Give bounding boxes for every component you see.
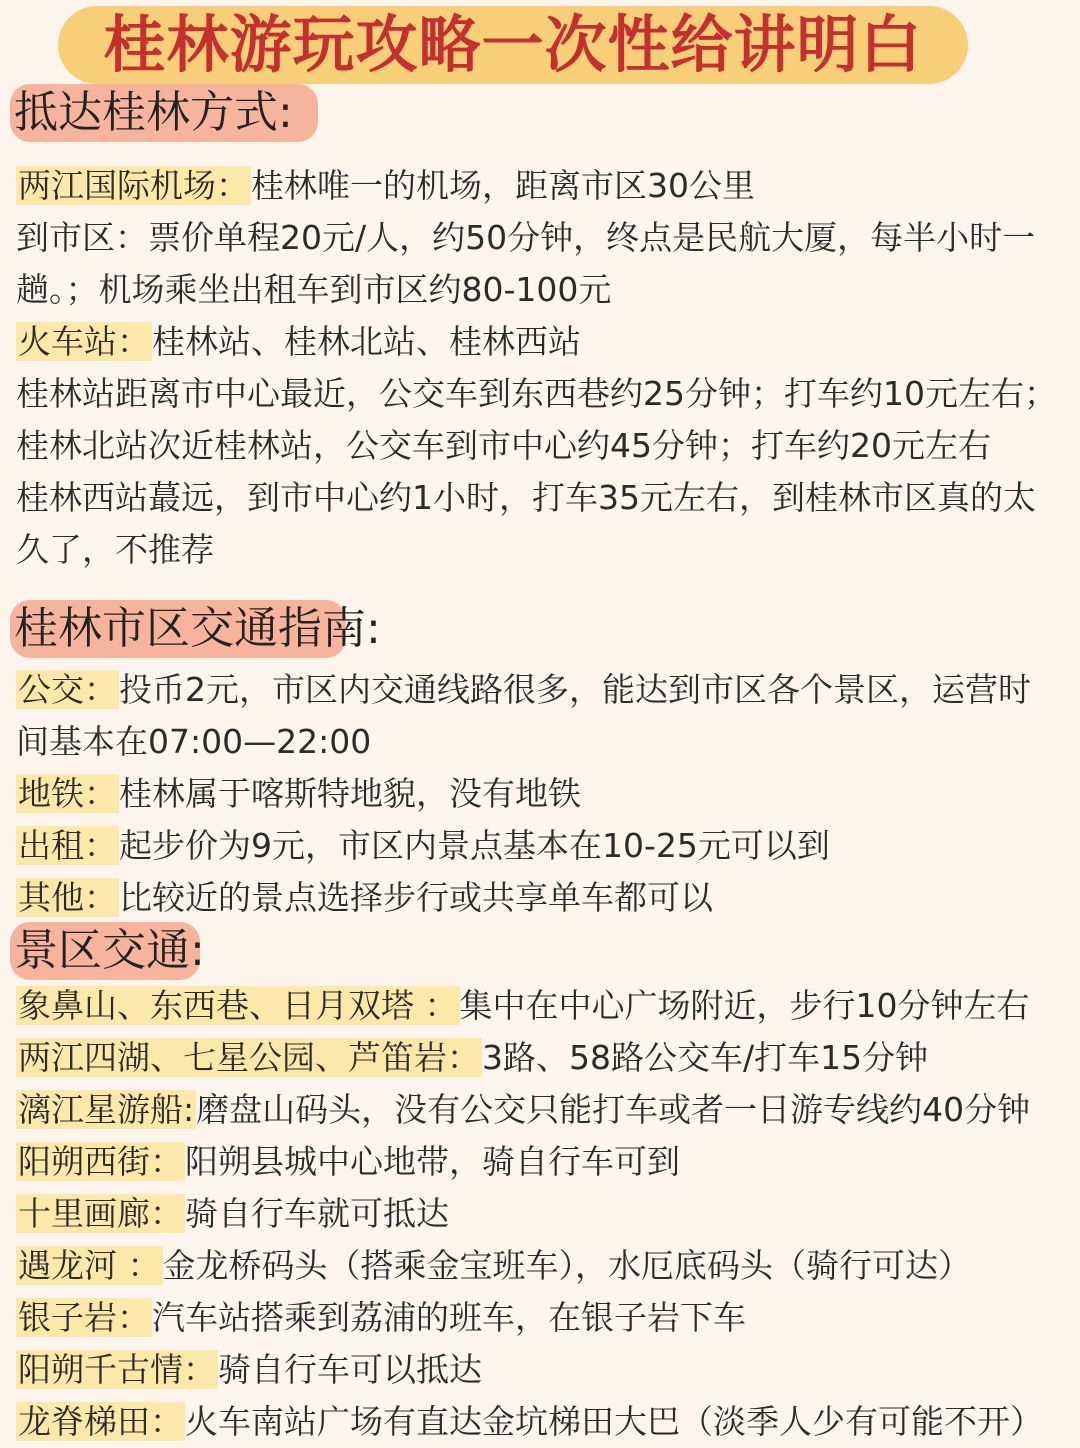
list-item: 桂林北站次近桂林站，公交车到市中心约45分钟；打车约20元左右	[16, 426, 991, 465]
item-label: 出租：	[18, 826, 117, 865]
item-label: 漓江星游船:	[18, 1090, 195, 1129]
list-item: 趟。；机场乘坐出租车到市区约80-100元	[16, 270, 612, 309]
section-heading-scenic-transport: 景区交通:	[10, 922, 200, 980]
list-item: 阳朔千古情：骑自行车可以抵达	[18, 1350, 482, 1389]
list-item: 桂林站距离市中心最近，公交车到东西巷约25分钟；打车约10元左右；	[16, 374, 1057, 413]
list-item: 龙脊梯田：火车南站广场有直达金坑梯田大巴（淡季人少有可能不开）	[18, 1402, 1043, 1441]
item-label: 地铁：	[18, 774, 117, 813]
item-label: 其他：	[18, 878, 117, 917]
item-label: 银子岩：	[18, 1298, 150, 1337]
item-label: 两江国际机场：	[18, 166, 249, 205]
list-item: 两江四湖、七星公园、芦笛岩：3路、58路公交车/打车15分钟	[18, 1038, 929, 1077]
title-banner	[58, 6, 968, 84]
item-label: 阳朔西街：	[18, 1142, 183, 1181]
section-heading-arrival: 抵达桂林方式:	[10, 84, 318, 142]
item-label: 十里画廊：	[18, 1194, 183, 1233]
page-title: 桂林游玩攻略一次性给讲明白	[103, 8, 923, 81]
item-label: 火车站：	[18, 322, 150, 361]
list-item: 地铁：桂林属于喀斯特地貌，没有地铁	[18, 774, 581, 813]
list-item: 象鼻山、东西巷、日月双塔 ：集中在中心广场附近，步行10分钟左右	[18, 986, 1030, 1025]
list-item: 银子岩：汽车站搭乘到荔浦的班车，在银子岩下车	[18, 1298, 746, 1337]
section-heading-city-transport: 桂林市区交通指南:	[10, 600, 346, 658]
item-label: 两江四湖、七星公园、芦笛岩：	[18, 1038, 480, 1077]
item-label: 阳朔千古情：	[18, 1350, 216, 1389]
list-item: 出租：起步价为9元，市区内景点基本在10-25元可以到	[18, 826, 830, 865]
item-label: 象鼻山、东西巷、日月双塔 ：	[18, 986, 458, 1025]
list-item: 两江国际机场：桂林唯一的机场，距离市区30公里	[18, 166, 755, 205]
list-item: 十里画廊：骑自行车就可抵达	[18, 1194, 449, 1233]
item-label: 龙脊梯田：	[18, 1402, 183, 1441]
list-item: 公交：投币2元，市区内交通线路很多，能达到市区各个景区，运营时	[18, 670, 1031, 709]
list-item: 阳朔西街：阳朔县城中心地带，骑自行车可到	[18, 1142, 680, 1181]
item-label: 公交：	[18, 670, 117, 709]
list-item: 其他：比较近的景点选择步行或共享单车都可以	[18, 878, 713, 917]
list-item: 火车站：桂林站、桂林北站、桂林西站	[18, 322, 581, 361]
item-label: 遇龙河 ：	[18, 1246, 161, 1285]
list-item: 遇龙河 ：金龙桥码头（搭乘金宝班车），水厄底码头（骑行可达）	[18, 1246, 971, 1285]
list-item: 到市区：票价单程20元/人，约50分钟，终点是民航大厦，每半小时一	[16, 218, 1036, 257]
list-item: 桂林西站蕞远，到市中心约1小时，打车35元左右，到桂林市区真的太	[16, 478, 1036, 517]
list-item: 漓江星游船:磨盘山码头，没有公交只能打车或者一日游专线约40分钟	[18, 1090, 1031, 1129]
list-item: 久了，不推荐	[16, 530, 214, 569]
list-item: 间基本在07:00—22:00	[16, 722, 372, 761]
